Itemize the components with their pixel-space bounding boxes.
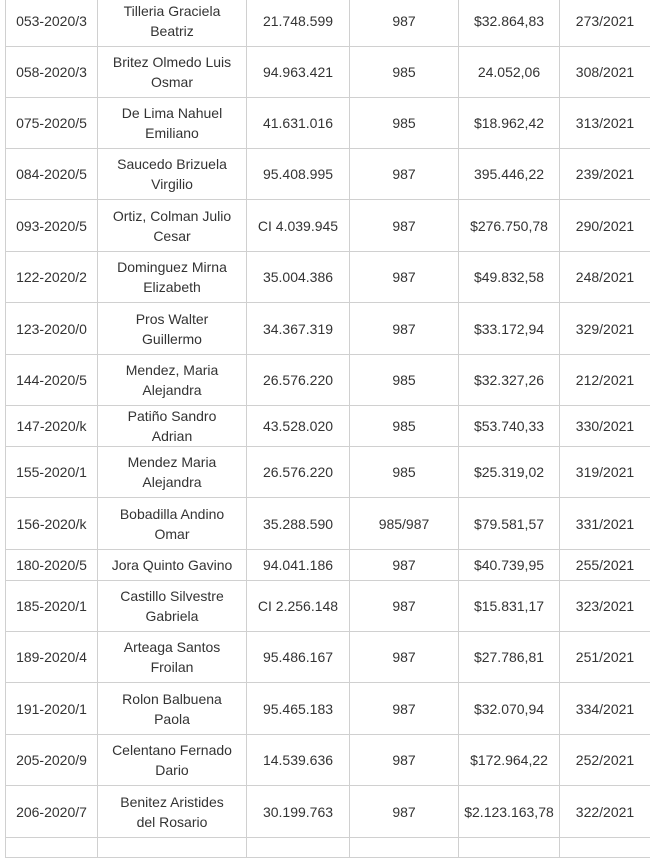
amount-cell: $53.740,33	[459, 406, 560, 447]
document-cell: 95.486.167	[247, 632, 350, 683]
table-row	[6, 632, 650, 683]
table-row	[6, 355, 650, 406]
name-cell: Rolon Balbuena Paola	[98, 683, 247, 735]
table-row	[6, 98, 650, 149]
code-cell: 985	[350, 406, 459, 447]
name-cell: Mendez, Maria Alejandra	[98, 355, 247, 406]
expediente-cell: 189-2020/4	[6, 632, 98, 683]
code-cell: 987	[350, 683, 459, 735]
amount-cell: $25.319,02	[459, 447, 560, 498]
amount-cell: $33.172,94	[459, 303, 560, 355]
table-body	[6, 0, 650, 858]
table-row	[6, 498, 650, 550]
document-cell: 43.528.020	[247, 406, 350, 447]
expediente-cell: 058-2020/3	[6, 47, 98, 98]
expediente-cell: 093-2020/5	[6, 200, 98, 252]
table-row	[6, 252, 650, 303]
document-cell: 34.367.319	[247, 303, 350, 355]
document-cell: 41.631.016	[247, 98, 350, 149]
table-row	[6, 200, 650, 252]
name-cell: Patiño Sandro Adrian	[98, 406, 247, 447]
resolution-cell	[560, 838, 650, 858]
code-cell: 987	[350, 735, 459, 786]
resolution-cell: 323/2021	[560, 581, 650, 632]
resolution-cell: 329/2021	[560, 303, 650, 355]
code-cell: 987	[350, 786, 459, 838]
resolutions-table	[5, 0, 650, 858]
code-cell: 985	[350, 447, 459, 498]
resolution-cell: 251/2021	[560, 632, 650, 683]
document-cell: 35.004.386	[247, 252, 350, 303]
code-cell: 985	[350, 355, 459, 406]
expediente-cell: 205-2020/9	[6, 735, 98, 786]
amount-cell: $79.581,57	[459, 498, 560, 550]
document-cell: 21.748.599	[247, 0, 350, 47]
expediente-cell: 144-2020/5	[6, 355, 98, 406]
resolution-cell: 331/2021	[560, 498, 650, 550]
expediente-cell: 075-2020/5	[6, 98, 98, 149]
document-cell: 14.539.636	[247, 735, 350, 786]
table-row	[6, 47, 650, 98]
table-row	[6, 406, 650, 447]
document-cell: 26.576.220	[247, 447, 350, 498]
amount-cell: $15.831,17	[459, 581, 560, 632]
code-cell: 987	[350, 0, 459, 47]
resolution-cell: 308/2021	[560, 47, 650, 98]
code-cell: 987	[350, 581, 459, 632]
resolution-cell: 255/2021	[560, 550, 650, 581]
resolution-cell: 313/2021	[560, 98, 650, 149]
table-row	[6, 550, 650, 581]
amount-cell: $18.962,42	[459, 98, 560, 149]
table-row	[6, 581, 650, 632]
name-cell: Castillo Silvestre Gabriela	[98, 581, 247, 632]
amount-cell	[459, 838, 560, 858]
document-cell: CI 2.256.148	[247, 581, 350, 632]
expediente-cell: 156-2020/k	[6, 498, 98, 550]
code-cell: 985/987	[350, 498, 459, 550]
table-row	[6, 786, 650, 838]
resolution-cell: 212/2021	[560, 355, 650, 406]
resolution-cell: 273/2021	[560, 0, 650, 47]
expediente-cell: 206-2020/7	[6, 786, 98, 838]
document-cell: 30.199.763	[247, 786, 350, 838]
name-cell: Pros Walter Guillermo	[98, 303, 247, 355]
document-cell: 95.408.995	[247, 149, 350, 200]
name-cell: Bobadilla Andino Omar	[98, 498, 247, 550]
name-cell: Mendez Maria Alejandra	[98, 447, 247, 498]
table-row	[6, 303, 650, 355]
table-row	[6, 683, 650, 735]
name-cell: Britez Olmedo Luis Osmar	[98, 47, 247, 98]
table-row	[6, 838, 650, 858]
amount-cell: $32.070,94	[459, 683, 560, 735]
document-cell: 95.465.183	[247, 683, 350, 735]
code-cell: 987	[350, 200, 459, 252]
code-cell: 987	[350, 632, 459, 683]
amount-cell: 24.052,06	[459, 47, 560, 98]
name-cell: Dominguez Mirna Elizabeth	[98, 252, 247, 303]
expediente-cell: 185-2020/1	[6, 581, 98, 632]
resolution-cell: 330/2021	[560, 406, 650, 447]
name-cell: Ortiz, Colman Julio Cesar	[98, 200, 247, 252]
expediente-cell: 155-2020/1	[6, 447, 98, 498]
table-row	[6, 735, 650, 786]
name-cell: De Lima Nahuel Emiliano	[98, 98, 247, 149]
code-cell: 985	[350, 98, 459, 149]
document-cell: 94.963.421	[247, 47, 350, 98]
table-row	[6, 0, 650, 47]
document-cell: 26.576.220	[247, 355, 350, 406]
table-row	[6, 149, 650, 200]
code-cell: 987	[350, 252, 459, 303]
name-cell: Saucedo Brizuela Virgilio	[98, 149, 247, 200]
name-cell: Arteaga Santos Froilan	[98, 632, 247, 683]
expediente-cell: 122-2020/2	[6, 252, 98, 303]
name-cell: Jora Quinto Gavino	[98, 550, 247, 581]
expediente-cell: 147-2020/k	[6, 406, 98, 447]
name-cell	[98, 838, 247, 858]
document-cell: CI 4.039.945	[247, 200, 350, 252]
name-cell: Benitez Aristides del Rosario	[98, 786, 247, 838]
resolution-cell: 239/2021	[560, 149, 650, 200]
expediente-cell: 084-2020/5	[6, 149, 98, 200]
amount-cell: $27.786,81	[459, 632, 560, 683]
expediente-cell: 180-2020/5	[6, 550, 98, 581]
code-cell: 987	[350, 149, 459, 200]
resolution-cell: 290/2021	[560, 200, 650, 252]
resolution-cell: 322/2021	[560, 786, 650, 838]
code-cell: 985	[350, 47, 459, 98]
expediente-cell	[6, 838, 98, 858]
amount-cell: $40.739,95	[459, 550, 560, 581]
amount-cell: $2.123.163,78	[459, 786, 560, 838]
resolution-cell: 319/2021	[560, 447, 650, 498]
name-cell: Celentano Fernado Dario	[98, 735, 247, 786]
document-cell: 94.041.186	[247, 550, 350, 581]
expediente-cell: 053-2020/3	[6, 0, 98, 47]
amount-cell: $276.750,78	[459, 200, 560, 252]
amount-cell: $172.964,22	[459, 735, 560, 786]
amount-cell: $32.864,83	[459, 0, 560, 47]
document-cell: 35.288.590	[247, 498, 350, 550]
document-cell	[247, 838, 350, 858]
resolution-cell: 248/2021	[560, 252, 650, 303]
amount-cell: 395.446,22	[459, 149, 560, 200]
expediente-cell: 123-2020/0	[6, 303, 98, 355]
amount-cell: $49.832,58	[459, 252, 560, 303]
name-cell: Tilleria Graciela Beatriz	[98, 0, 247, 47]
amount-cell: $32.327,26	[459, 355, 560, 406]
code-cell	[350, 838, 459, 858]
resolution-cell: 252/2021	[560, 735, 650, 786]
expediente-cell: 191-2020/1	[6, 683, 98, 735]
code-cell: 987	[350, 550, 459, 581]
table-row	[6, 447, 650, 498]
code-cell: 987	[350, 303, 459, 355]
resolution-cell: 334/2021	[560, 683, 650, 735]
